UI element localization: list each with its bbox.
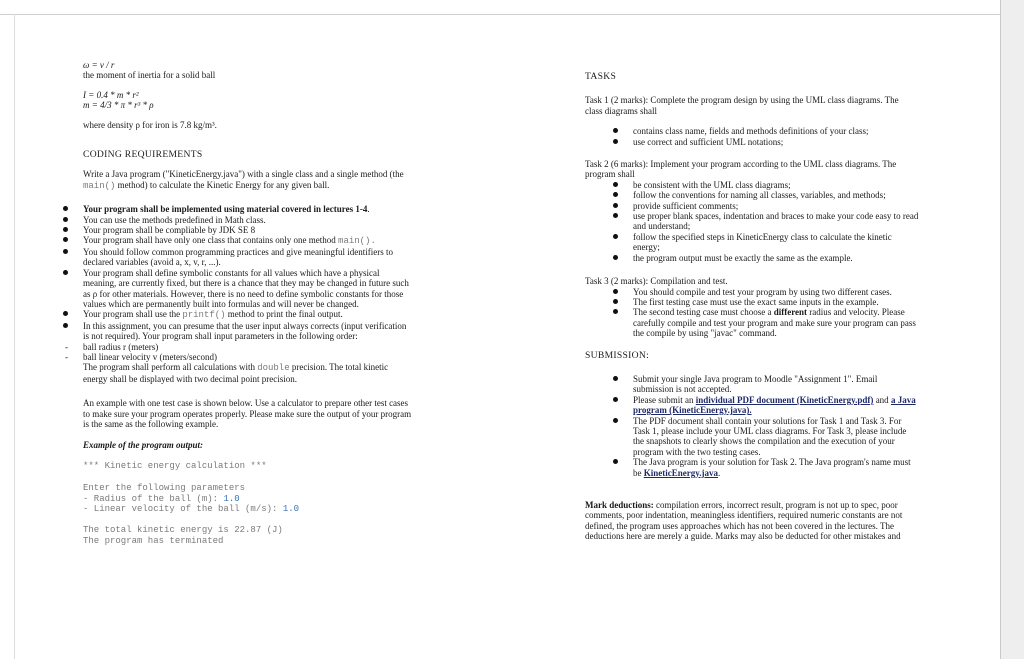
mark-deductions-line-3: defined, the program uses approaches which has not been covered in the lectures. The xyxy=(585,520,894,531)
req-8b: is not required). Your program shall input parameters in the following order: xyxy=(83,331,358,342)
dash-radius: ball radius r (meters) xyxy=(83,341,159,352)
double-code: double xyxy=(257,363,290,374)
submission-list xyxy=(633,374,955,478)
perf-end: precision. The total kinetic xyxy=(289,362,389,373)
mark-deductions-line-1 xyxy=(585,500,955,510)
task-3-line-1: Task 3 (2 marks): Compilation and test. xyxy=(585,276,728,287)
task-1-bullet xyxy=(633,126,955,136)
req-3: Your program shall be compliable by JDK SE 8 xyxy=(83,225,256,236)
req-6d: values which are permanently built into formulas and will never be changed. xyxy=(83,298,359,309)
submission-text: The PDF document shall contain your solutions for Task 1 and Task 3. For xyxy=(633,415,902,426)
inertia-label: the moment of inertia for a solid ball xyxy=(83,70,216,81)
req-6b: meaning, are currently fixed, but there is a chance that they may be changed in future such xyxy=(83,278,409,289)
example-line-2: to make sure your program operates properly. Please make sure the output of your program xyxy=(83,408,412,419)
requirement-item xyxy=(83,268,453,310)
task-2-bullet-text: provide sufficient comments; xyxy=(633,200,739,211)
velocity-value: 1.0 xyxy=(282,504,300,514)
task-3-bullet-end: radius and velocity. Please xyxy=(807,307,905,318)
radius-value: 1.0 xyxy=(223,493,240,504)
task-3-bullet xyxy=(633,287,955,297)
task-2-bullet xyxy=(633,201,955,211)
dash-item: - ball radius r (meters) xyxy=(65,341,159,352)
intro-line-2 xyxy=(83,180,453,191)
submission-text-cont: be xyxy=(633,467,644,478)
task-2-line-1: Task 2 (6 marks): Implement your program according to the UML class diagrams. The xyxy=(585,159,897,170)
submission-text-cont: the snapshots to clearly shows the compilation and the execution of your xyxy=(633,436,895,447)
submission-text: The Java program is your solution for Task 2. The Java program's name must xyxy=(633,457,911,468)
dash-item: - ball linear velocity v (meters/second) xyxy=(65,351,217,362)
right-column xyxy=(585,72,955,542)
submission-bullet xyxy=(633,395,955,416)
submission-heading: SUBMISSION: xyxy=(585,349,650,361)
task-1-line-2: class diagrams shall xyxy=(585,105,657,116)
task-3-bullet xyxy=(633,307,955,338)
task-3-bullet xyxy=(633,297,955,307)
task-2-bullet xyxy=(633,232,955,253)
dash-velocity: ball linear velocity v (meters/second) xyxy=(83,351,217,362)
radius-prompt: - Radius of the ball (m): xyxy=(83,493,224,504)
task-1-list xyxy=(633,126,955,147)
req-7-end: method to print the final output. xyxy=(225,309,343,320)
task-2-list xyxy=(633,180,955,263)
pdf-document-link[interactable]: individual PDF document (KineticEnergy.pdf) xyxy=(695,394,874,405)
task-2-bullet-text: use proper blank spaces, indentation and braces to make your code easy to read xyxy=(633,211,919,222)
task-2-bullet-text: the program output must be exactly the same as the example. xyxy=(633,252,853,263)
req-4: Your program shall have only one class that contains only one method xyxy=(83,235,339,246)
req-6c: as ρ for other materials. However, there is no need to define symbolic constants for those xyxy=(83,288,404,299)
mark-deductions-line-4: deductions here are merely a guide. Marks may also be deducted for other mistakes and xyxy=(585,531,901,542)
requirement-item xyxy=(83,204,453,214)
task-3-list xyxy=(633,287,955,339)
task-2-bullet xyxy=(633,211,955,232)
and-text: and xyxy=(873,394,891,405)
tasks-heading: TASKS xyxy=(585,71,617,82)
perf-text: The program shall perform all calculations with xyxy=(83,362,258,373)
mark-deductions-text: compilation errors, incorrect result, program is not up to spec, poor xyxy=(653,500,898,510)
task-3-bullet-text: You should compile and test your program by using two different cases. xyxy=(633,286,892,297)
task-1-line-1: Task 1 (2 marks): Complete the program design by using the UML class diagrams. The xyxy=(585,95,899,106)
req-8a: In this assignment, you can presume that the user input always corrects (input verification xyxy=(83,320,407,331)
java-program-link[interactable]: a Java xyxy=(890,394,916,405)
task-2-bullet-text: follow the conventions for naming all classes, variables, and methods; xyxy=(633,190,886,201)
submission-bullet xyxy=(633,457,955,478)
requirement-item xyxy=(83,321,453,342)
submission-bullet xyxy=(633,416,955,458)
requirement-item xyxy=(83,235,453,246)
requirement-item xyxy=(83,215,453,225)
velocity-prompt: - Linear velocity of the ball (m/s): xyxy=(83,504,283,514)
task-1-bullet xyxy=(633,137,955,147)
mark-deductions-label: Mark deductions: xyxy=(585,500,654,510)
output-line-radius xyxy=(83,494,453,504)
req-7: Your program shall use the xyxy=(83,309,183,320)
output-line-banner: *** Kinetic energy calculation *** xyxy=(83,460,267,471)
task-2-bullet xyxy=(633,253,955,263)
task-2-bullet xyxy=(633,180,955,190)
task-3-bullet-cont: carefully compile and test your program and make sure your program can pass xyxy=(633,317,916,328)
coding-requirements-heading: CODING REQUIREMENTS xyxy=(83,149,203,161)
requirement-item xyxy=(83,309,453,320)
submission-bullet xyxy=(633,374,955,395)
page-left-border xyxy=(14,14,15,659)
formula-mass: m = 4/3 * π * r³ * ρ xyxy=(83,100,154,111)
output-line-prompt: Enter the following parameters xyxy=(83,483,246,494)
submission-text: Please submit an xyxy=(633,394,696,405)
task-2-bullet-text-cont: energy; xyxy=(633,242,660,253)
requirement-item xyxy=(83,225,453,235)
output-line-terminated: The program has terminated xyxy=(83,535,224,546)
viewer-scroll-gutter[interactable] xyxy=(1000,0,1024,659)
main-code: main() xyxy=(83,180,116,191)
task-2-bullet-text: follow the specified steps in KineticEnergy class to calculate the kinetic xyxy=(633,231,892,242)
task-1-bullet-text: use correct and sufficient UML notations; xyxy=(633,136,784,147)
req-1 xyxy=(83,204,370,214)
page-top-border xyxy=(0,14,1024,15)
task-2-line-2: program shall xyxy=(585,169,635,180)
example-line-3: is the same as the following example. xyxy=(83,418,219,429)
left-column xyxy=(65,60,453,546)
req-4-code: main(). xyxy=(338,236,376,247)
perf-line-2: energy shall be displayed with two decimal point precision. xyxy=(83,373,298,384)
perf-line-1 xyxy=(83,362,453,373)
formula-inertia: I = 0.4 * m * r² xyxy=(83,89,139,100)
requirements-list xyxy=(65,204,453,362)
req-5a: You should follow common programming practices and give meaningful identifiers to xyxy=(83,246,394,257)
req-5b: declared variables (avoid a, x, v, r, ...). xyxy=(83,257,221,268)
req-7-code: printf() xyxy=(182,310,226,321)
submission-text: Submit your single Java program to Moodle "Assignment 1". Email xyxy=(633,373,878,384)
density-note: where density ρ for iron is 7.8 kg/m³. xyxy=(83,119,217,130)
task-1-bullet-text: contains class name, fields and methods definitions of your class; xyxy=(633,126,869,137)
req-1-bold: Your program shall be implemented using material covered in lectures 1-4 xyxy=(83,204,368,215)
task-3-bullet-text: The first testing case must use the exact same inputs in the example. xyxy=(633,296,879,307)
intro-text: method) to calculate the Kinetic Energy for any given ball. xyxy=(115,179,330,190)
task-2-bullet-text-cont: and understand; xyxy=(633,221,691,232)
output-line-velocity xyxy=(83,504,453,514)
mark-deductions-line-2: comments, poor indentation, meaningless identifiers, required numeric constants are not xyxy=(585,510,903,521)
submission-text-cont: Task 1, please include your UML class diagrams. For Task 3, please include xyxy=(633,425,907,436)
task-2-bullet-text: be consistent with the UML class diagrams; xyxy=(633,179,791,190)
example-line-1: An example with one test case is shown below. Use a calculator to prepare other test cases xyxy=(83,398,409,409)
java-program-link-cont[interactable]: program (KineticEnergy.java). xyxy=(633,405,752,416)
intro-line-1: Write a Java program ("KineticEnergy.java") with a single class and a single method (the xyxy=(83,169,404,180)
task-3-bullet-text: The second testing case must choose a xyxy=(633,307,774,318)
task-3-bullet-cont: the compile by using "javac" command. xyxy=(633,328,777,339)
req-1-end: . xyxy=(367,204,370,215)
submission-text-cont: submission is not accepted. xyxy=(633,384,732,395)
req-6a: Your program shall define symbolic constants for all values which have a physical xyxy=(83,267,380,278)
java-filename-link[interactable]: KineticEnergy.java xyxy=(643,467,718,478)
different-bold: different xyxy=(773,307,808,318)
requirement-item xyxy=(83,247,453,268)
req-2: You can use the methods predefined in Math class. xyxy=(83,214,266,225)
example-heading: Example of the program output: xyxy=(83,440,204,451)
submission-text-cont: program with the two testing cases. xyxy=(633,446,761,457)
task-2-bullet xyxy=(633,190,955,200)
period: . xyxy=(718,467,721,478)
output-line-result: The total kinetic energy is 22.87 (J) xyxy=(83,525,283,536)
formula-omega: ω = v / r xyxy=(83,60,115,70)
